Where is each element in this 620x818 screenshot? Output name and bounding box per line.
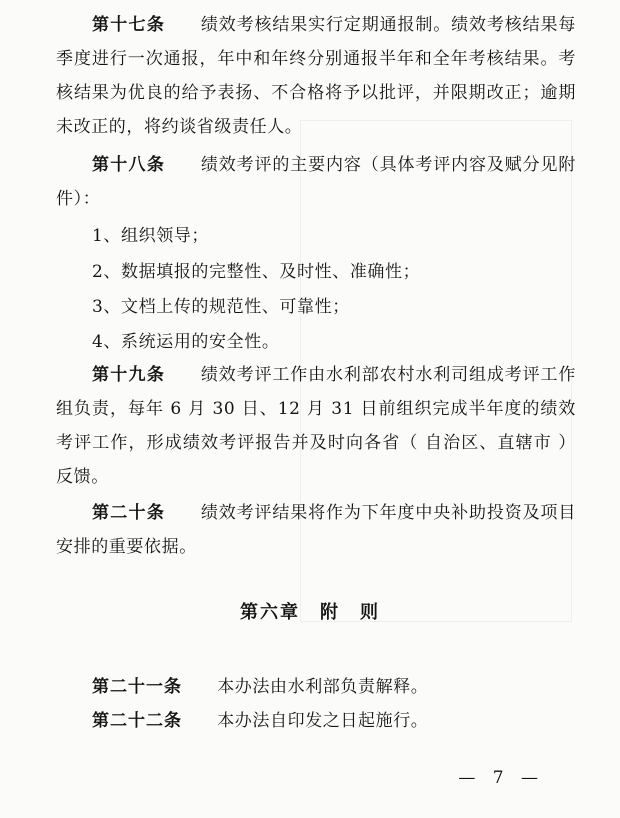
article-22-number: 第二十二条: [92, 711, 182, 731]
article-19-number: 第十九条: [92, 365, 166, 385]
article-18-item-3: 3、文档上传的规范性、可靠性；: [92, 297, 350, 317]
article-21-number: 第二十一条: [92, 677, 182, 697]
article-22: [56, 704, 576, 738]
article-19: [56, 358, 576, 494]
article-20-number: 第二十条: [92, 503, 166, 523]
page-number: — 7 —: [458, 768, 544, 788]
article-17: [56, 8, 576, 144]
article-17-text: 绩效考核结果实行定期通报制。绩效考核结果每季度进行一次通报，年中和年终分别通报半年和全年考核结果。考核结果为优良的给予表扬、不合格将予以批评，并限期改正；逾期未改正的，将约谈省级责任人。: [56, 15, 577, 137]
article-18: [56, 148, 576, 216]
article-17-number: 第十七条: [92, 15, 166, 35]
article-18-number: 第十八条: [92, 155, 166, 175]
article-21-spacer: [182, 677, 217, 697]
article-18-spacer: [165, 155, 201, 175]
article-20: [56, 496, 576, 564]
chapter-heading: 第六章 附 则: [240, 602, 380, 623]
article-18-item-1: 1、组织领导；: [92, 226, 210, 246]
article-22-spacer: [182, 711, 217, 731]
article-18-item-2: 2、数据填报的完整性、及时性、准确性；: [92, 262, 421, 282]
article-20-text: 绩效考评结果将作为下年度中央补助投资及项目安排的重要依据。: [56, 503, 577, 557]
article-18-item-4: 4、系统运用的安全性。: [92, 332, 280, 352]
article-18-text: 绩效考评的主要内容（具体考评内容及赋分见附件）：: [56, 155, 577, 209]
article-21-text: 本办法由水利部负责解释。: [217, 677, 429, 697]
article-21: [56, 670, 576, 704]
article-20-spacer: [165, 503, 201, 523]
article-19-spacer: [165, 365, 201, 385]
article-17-spacer: [165, 15, 201, 35]
article-22-text: 本办法自印发之日起施行。: [217, 711, 429, 731]
article-19-text: 绩效考评工作由水利部农村水利司组成考评工作组负责，每年 6 月 30 日、12 月 31 日前组织完成半年度的绩效考评工作，形成绩效考评报告并及时向各省（ 自治区、直辖市 ）反馈。: [56, 365, 577, 487]
